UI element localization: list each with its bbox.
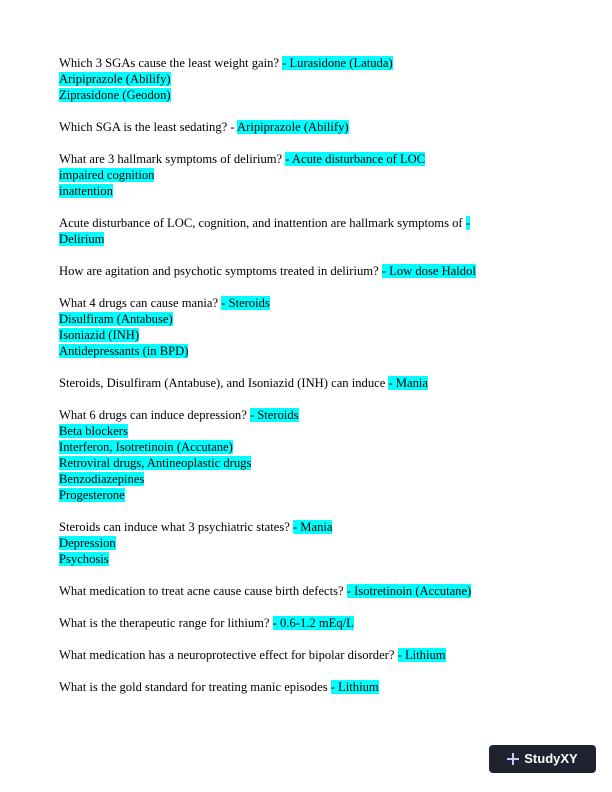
flashcard bbox=[59, 295, 559, 359]
answer-text: - Low dose Haldol bbox=[381, 264, 476, 278]
flashcard bbox=[59, 119, 559, 135]
answer-text: - Steroids bbox=[249, 408, 299, 422]
flashcard bbox=[59, 151, 559, 199]
answer-text: - Lurasidone (Latuda) bbox=[282, 56, 393, 70]
answer-text: - Isotretinoin (Accutane) bbox=[346, 584, 472, 598]
question-text: What 4 drugs can cause mania? bbox=[59, 296, 222, 310]
answer-text: Disulfiram (Antabuse) bbox=[59, 312, 173, 326]
answer-text: Depression bbox=[59, 536, 116, 550]
answer-text: Benzodiazepines bbox=[59, 472, 145, 486]
flashcard bbox=[59, 647, 559, 663]
question-text: Which 3 SGAs cause the least weight gain? bbox=[59, 56, 283, 70]
plus-icon bbox=[507, 753, 519, 765]
flashcard bbox=[59, 215, 559, 247]
question-text: Steroids can induce what 3 psychiatric states? bbox=[59, 520, 293, 534]
question-text: How are agitation and psychotic symptoms treated in delirium? bbox=[59, 264, 382, 278]
answer-text: Ziprasidone (Geodon) bbox=[59, 88, 171, 102]
question-text: What are 3 hallmark symptoms of delirium? bbox=[59, 152, 286, 166]
flashcard bbox=[59, 55, 559, 103]
flashcard bbox=[59, 375, 559, 391]
flashcard bbox=[59, 519, 559, 567]
answer-text: - bbox=[465, 216, 470, 230]
question-text: What is the therapeutic range for lithium? bbox=[59, 616, 273, 630]
question-text: What 6 drugs can induce depression? bbox=[59, 408, 250, 422]
answer-text: - Mania bbox=[292, 520, 333, 534]
answer-text: Isoniazid (INH) bbox=[59, 328, 140, 342]
flashcard bbox=[59, 583, 559, 599]
question-text: What is the gold standard for treating manic episodes bbox=[59, 680, 331, 694]
flashcard-list bbox=[59, 55, 559, 711]
flashcard bbox=[59, 615, 559, 631]
answer-text: impaired cognition bbox=[59, 168, 155, 182]
answer-text: Delirium bbox=[59, 232, 105, 246]
brand-name: StudyXY bbox=[524, 751, 578, 766]
answer-text: Antidepressants (in BPD) bbox=[59, 344, 189, 358]
question-text: Which SGA is the least sedating? - bbox=[59, 120, 238, 134]
question-text: Steroids, Disulfiram (Antabuse), and Isoniazid (INH) can induce bbox=[59, 376, 389, 390]
answer-text: - Lithium bbox=[330, 680, 379, 694]
answer-text: Progesterone bbox=[59, 488, 125, 502]
question-text: What medication has a neuroprotective effect for bipolar disorder? bbox=[59, 648, 398, 662]
answer-text: Aripiprazole (Abilify) bbox=[237, 120, 349, 134]
answer-text: Interferon, Isotretinoin (Accutane) bbox=[59, 440, 233, 454]
studyxy-logo[interactable] bbox=[489, 745, 596, 773]
question-text: Acute disturbance of LOC, cognition, and inattention are hallmark symptoms of bbox=[59, 216, 466, 230]
answer-text: - Mania bbox=[388, 376, 428, 390]
flashcard bbox=[59, 263, 559, 279]
flashcard bbox=[59, 679, 559, 695]
answer-text: - Steroids bbox=[221, 296, 270, 310]
answer-text: - Lithium bbox=[397, 648, 446, 662]
answer-text: - Acute disturbance of LOC bbox=[285, 152, 426, 166]
answer-text: inattention bbox=[59, 184, 113, 198]
question-text: What medication to treat acne cause cause birth defects? bbox=[59, 584, 347, 598]
answer-text: Psychosis bbox=[59, 552, 109, 566]
answer-text: Beta blockers bbox=[59, 424, 128, 438]
answer-text: - 0.6-1.2 mEq/L bbox=[272, 616, 354, 630]
answer-text: Retroviral drugs, Antineoplastic drugs bbox=[59, 456, 252, 470]
flashcard bbox=[59, 407, 559, 503]
answer-text: Aripiprazole (Abilify) bbox=[59, 72, 171, 86]
